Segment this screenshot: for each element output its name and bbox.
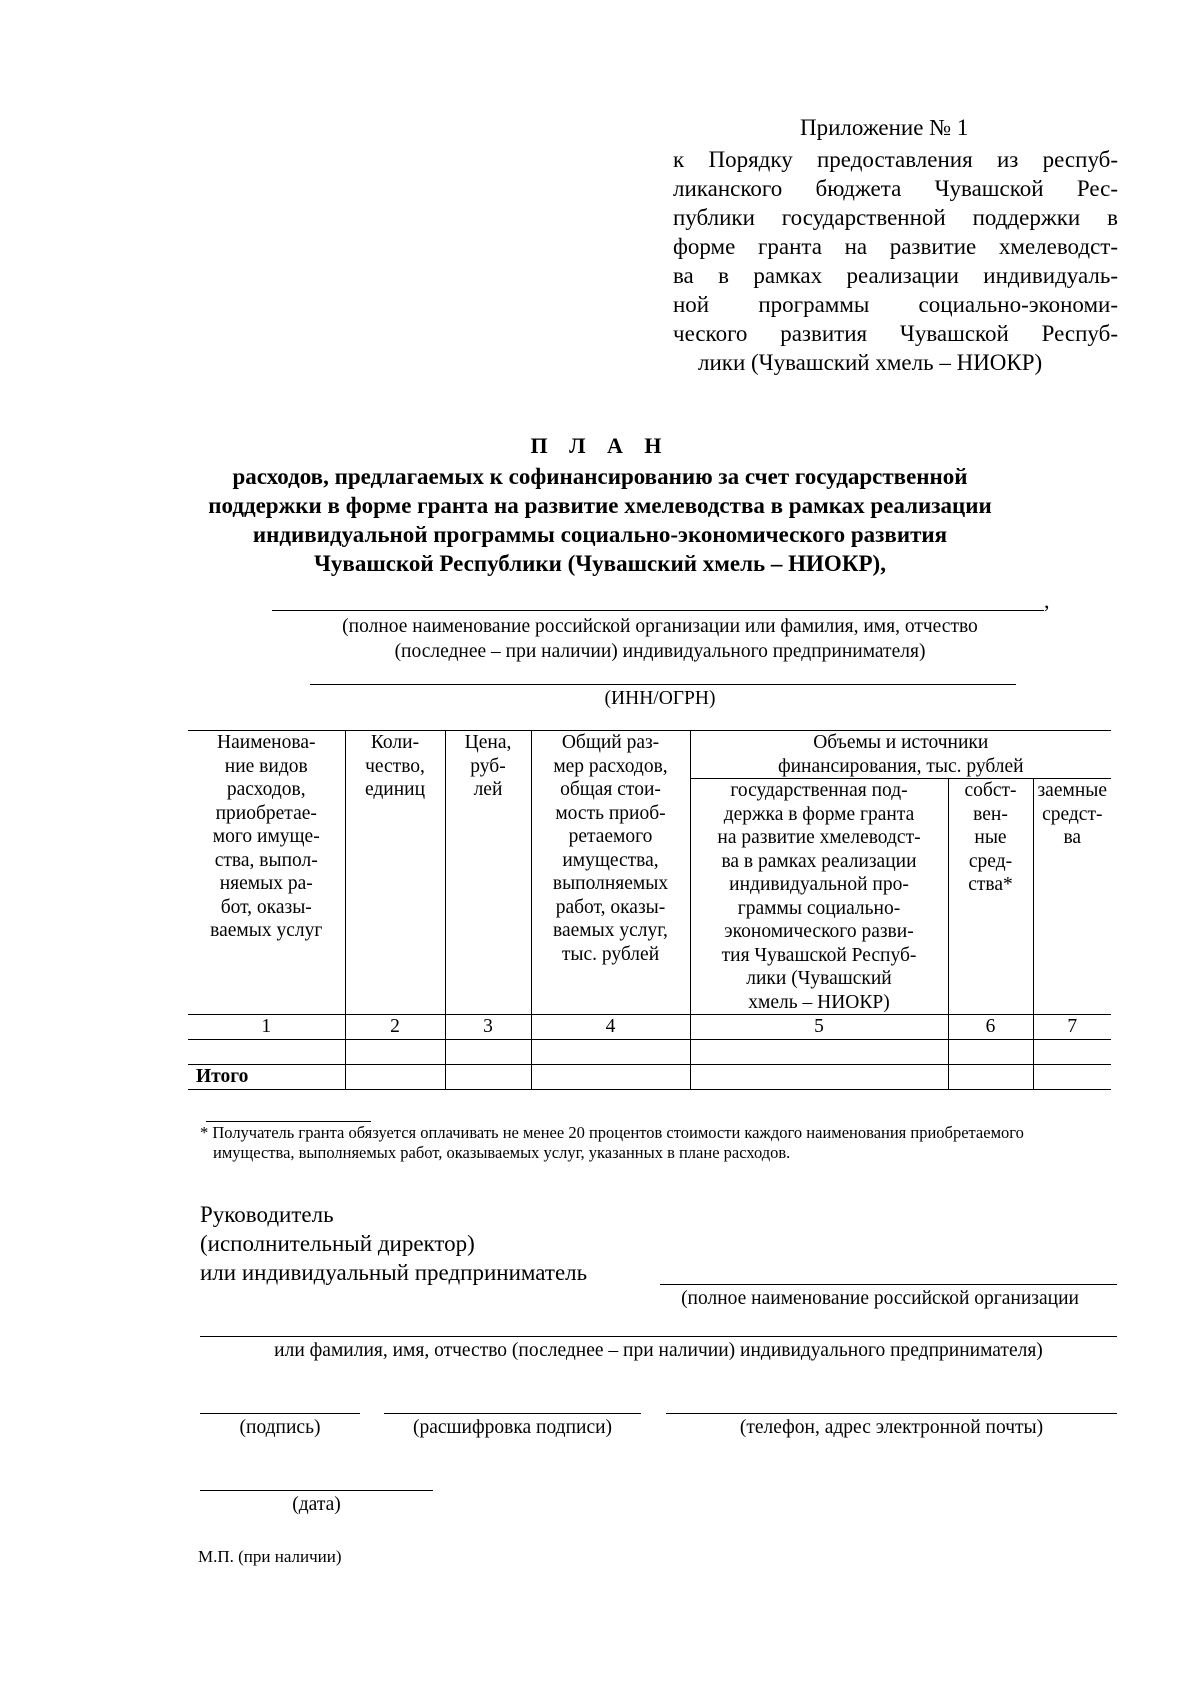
total-cell[interactable] [345,1065,445,1090]
table-cell[interactable] [345,1040,445,1065]
total-row [188,1065,1111,1090]
total-label: Итого [188,1065,345,1090]
appendix-line: публики государственной поддержки в [673,205,1118,230]
header-state-support: государственная под- держка в форме гранта на развитие хмелеводст- ва в рамках реализации индивидуальной про- граммы социально- экономического разви- тия Чувашской Респуб- лики (Чувашский хмель – НИОКР) [690,779,948,1015]
table-cell[interactable] [690,1040,948,1065]
appendix-line: ческого развития Чувашской Респуб- [673,321,1118,346]
header-financing-group: Объемы и источники финансирования, тыс. рублей [690,731,1111,779]
plan-subtitle-line: Чувашской Республики (Чувашский хмель – НИОКР), [314,551,886,576]
plan-subtitle [150,462,1050,578]
signature-decode-line[interactable] [384,1413,641,1414]
table-cell[interactable] [188,1040,345,1065]
column-number: 1 [188,1015,345,1040]
signatory-line: Руководитель [200,1202,334,1227]
contact-caption: (телефон, адрес электронной почты) [739,1417,1044,1438]
expense-plan-table [188,730,1111,1090]
appendix-line: ва в рамках реализации индивидуаль- [673,263,1118,288]
org-name-line-2[interactable] [200,1336,1117,1337]
column-number: 2 [345,1015,445,1040]
plan-subtitle-line: расходов, предлагаемых к софинансированию за счет государственной [232,464,968,489]
footnote-line: * Получатель гранта обязуется оплачивать не менее 20 процентов стоимости каждого наименования приобретаемого [200,1123,1024,1142]
plan-heading: П Л А Н [530,433,670,458]
column-number: 4 [531,1015,690,1040]
org-name-caption [200,614,1120,664]
signatory-line: (исполнительный директор) [200,1231,475,1256]
footnote-line: имущества, выполняемых работ, оказываемых услуг, указанных в плане расходов. [213,1143,791,1162]
appendix-line: к Порядку предоставления из респуб- [673,147,1118,172]
org-signature-line[interactable] [660,1284,1117,1285]
org-name-line [272,610,1044,611]
footnote [200,1123,1120,1163]
appendix-line: ликанского бюджета Чувашской Рес- [673,176,1118,201]
inn-line [310,684,1016,685]
contact-line[interactable] [666,1413,1117,1414]
plan-subtitle-line: поддержки в форме гранта на развитие хмелеводства в рамках реализации [208,493,992,518]
appendix-line: ной программы социально-экономи- [673,292,1118,317]
total-cell[interactable] [445,1065,531,1090]
footnote-separator [206,1121,371,1122]
plan-subtitle-line: индивидуальной программы социально-экономического развития [252,522,948,547]
org-signature-caption: (полное наименование российской организации [681,1288,1079,1309]
header-quantity: Коли- чество, единиц [345,731,445,1015]
header-price: Цена, руб- лей [445,731,531,1015]
table-cell[interactable] [948,1040,1033,1065]
header-own-funds: собст- вен- ные сред- ства* [948,779,1033,1015]
table-row [188,1040,1111,1065]
header-expense-type: Наименова- ние видов расходов, приобретае- мого имуще- ства, выпол- няемых ра- бот, оказы- ваемых услуг [188,731,345,1015]
column-number: 6 [948,1015,1033,1040]
column-number: 3 [445,1015,531,1040]
appendix-text [673,145,1118,377]
appendix-line: лики (Чувашский хмель – НИОКР) [698,350,1043,375]
table-cell[interactable] [445,1040,531,1065]
appendix-line: форме гранта на развитие хмелеводст- [673,234,1118,259]
header-total-cost: Общий раз- мер расходов, общая стои- мость приоб- ретаемого имущества, выполняемых работ, оказы- ваемых услуг, тыс. рублей [531,731,690,1015]
appendix-title: Приложение № 1 [800,115,969,140]
table-cell[interactable] [531,1040,690,1065]
date-line[interactable] [200,1490,433,1491]
signatory-label [200,1200,587,1287]
header-borrowed-funds: заемные средст- ва [1033,779,1111,1015]
total-cell[interactable] [1033,1065,1111,1090]
total-cell[interactable] [948,1065,1033,1090]
signature-decode-caption: (расшифровка подписи) [412,1417,613,1438]
date-caption: (дата) [292,1494,341,1515]
org-line-comma: , [1044,588,1050,613]
table-cell[interactable] [1033,1040,1111,1065]
total-cell[interactable] [690,1065,948,1090]
column-number: 7 [1033,1015,1111,1040]
inn-caption: (ИНН/ОГРН) [604,688,716,709]
org-caption-line: (последнее – при наличии) индивидуального предпринимателя) [394,641,926,662]
signatory-line: или индивидуальный предприниматель [200,1260,588,1285]
total-cell[interactable] [531,1065,690,1090]
stamp-label: М.П. (при наличии) [198,1547,342,1566]
org-caption-line: (полное наименование российской организации или фамилия, имя, отчество [342,616,978,637]
signature-caption: (подпись) [239,1417,321,1438]
column-number: 5 [690,1015,948,1040]
signature-line[interactable] [200,1413,360,1414]
org-name-caption-2: или фамилия, имя, отчество (последнее – при наличии) индивидуального предпринимателя) [274,1340,1043,1361]
